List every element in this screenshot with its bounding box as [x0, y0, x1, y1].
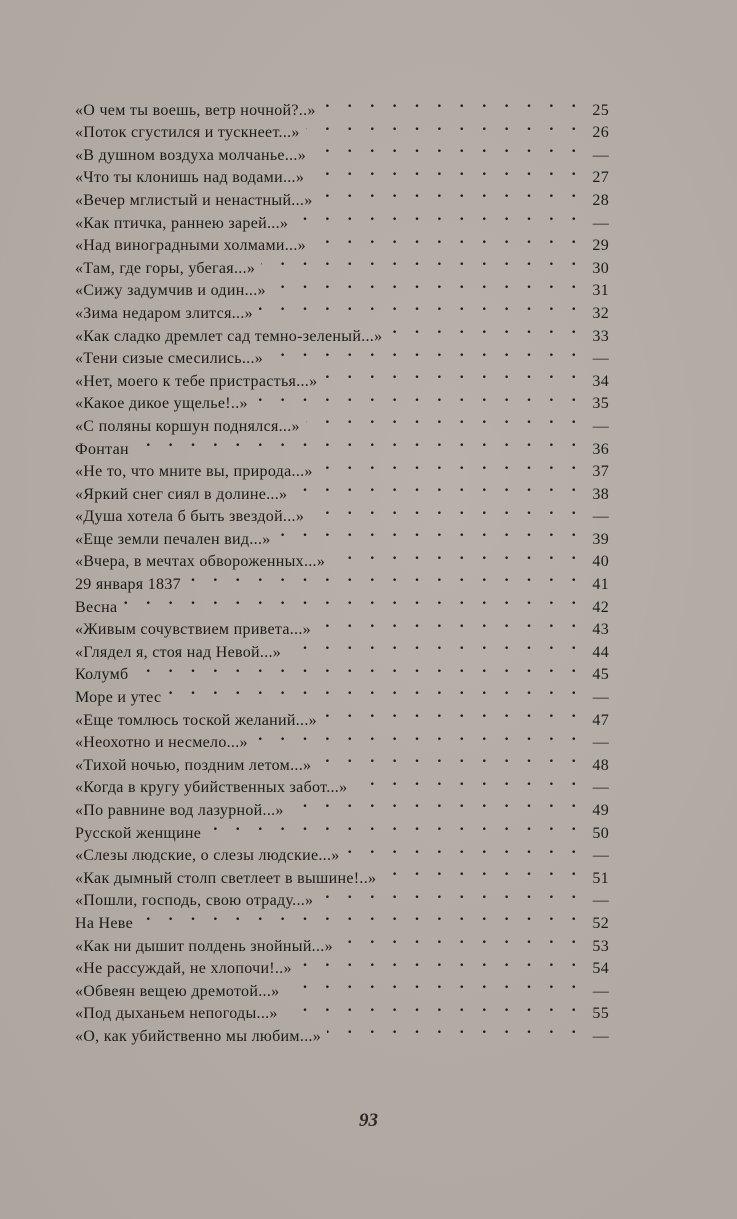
toc-entry-title: «Еще земли печален вид...»: [75, 530, 271, 548]
toc-entry-title: «В душном воздуха молчанье...»: [75, 146, 307, 164]
toc-entry-title: «Яркий снег сиял в долине...»: [75, 485, 288, 503]
dot-leader: [277, 521, 583, 544]
toc-entry-page: —: [592, 214, 609, 232]
toc-entry-title: «Не то, что мните вы, природа...»: [75, 463, 313, 481]
dot-leader: [272, 273, 583, 296]
dot-leader: [312, 228, 583, 251]
dot-leader: [298, 951, 583, 974]
toc-entry-page: —: [592, 779, 609, 797]
toc-entry-title: Весна: [75, 598, 118, 616]
toc-entry-page: —: [592, 1027, 609, 1045]
toc-entry-title: «Тени сизые смесились...»: [75, 350, 264, 368]
dot-leader: [207, 815, 583, 838]
dot-leader: [284, 996, 583, 1019]
toc-entry-title: На Неве: [75, 914, 133, 932]
toc-entry: [75, 612, 609, 639]
dot-leader: [317, 612, 583, 635]
page-number: 93: [359, 1110, 378, 1131]
dot-leader: [139, 905, 583, 928]
toc-entry-page: 41: [592, 576, 609, 594]
dot-leader: [310, 160, 583, 183]
toc-entry-title: «Тихой ночью, поздним летом...»: [75, 756, 312, 774]
toc-entry-page: 36: [592, 440, 609, 458]
toc-entry: [75, 431, 609, 458]
toc-entry-title: «Глядел я, стоя над Невой...»: [75, 643, 282, 661]
toc-entry-page: 37: [592, 463, 609, 481]
toc-entry-title: 29 января 1837: [75, 576, 181, 594]
toc-entry: [75, 589, 609, 616]
dot-leader: [269, 341, 583, 364]
toc-entry-page: 52: [592, 914, 609, 932]
toc-entry-title: «О чем ты воешь, ветр ночной?..»: [75, 101, 316, 119]
dot-leader: [327, 1018, 583, 1041]
toc-entry-page: 34: [592, 372, 609, 390]
toc-entry-title: «Пошли, господь, свою отраду...»: [75, 892, 314, 910]
toc-entry-title: «Неохотно и несмело...»: [75, 734, 248, 752]
toc-entry-page: 55: [592, 1005, 609, 1023]
toc-entry-title: «Там, где горы, убегая...»: [75, 259, 256, 277]
dot-leader: [317, 747, 583, 770]
dot-leader: [135, 431, 583, 454]
toc-entry-page: 48: [592, 756, 609, 774]
dot-leader: [312, 137, 583, 160]
toc-entry-page: 27: [592, 169, 609, 187]
toc-entry-page: 39: [592, 530, 609, 548]
toc-entry-page: 30: [592, 259, 609, 277]
dot-leader: [306, 408, 583, 431]
toc-entry-title: «Какое дикое ущелье!..»: [75, 395, 248, 413]
toc-entry: [75, 905, 609, 932]
toc-entry-title: Русской женщине: [75, 824, 202, 842]
toc-entry-title: «Вчера, в мечтах обвороженных...»: [75, 553, 326, 571]
toc-entry-page: 33: [592, 327, 609, 345]
toc-entry-page: 43: [592, 621, 609, 639]
toc-entry-title: «Обвеян вещею дремотой...»: [75, 982, 280, 1000]
toc-entry-title: «Что ты клонишь над водами...»: [75, 169, 305, 187]
dot-leader: [331, 544, 583, 567]
toc-entry-page: —: [592, 508, 609, 526]
dot-leader: [167, 679, 583, 702]
toc-entry-page: —: [592, 417, 609, 435]
toc-entry: [75, 928, 609, 955]
toc-entry-title: «По равнине вод лазурной...»: [75, 802, 284, 819]
toc-entry: [75, 454, 609, 481]
toc-entry-title: «Как дымный столп светлеет в вышине!..»: [75, 869, 377, 887]
toc-entry-title: «Под дыханьем непогоды...»: [75, 1005, 278, 1023]
toc-entry-title: «Душа хотела б быть звездой...»: [75, 508, 305, 526]
toc-entry-page: 50: [592, 824, 609, 842]
toc-entry-page: 32: [592, 304, 609, 322]
toc-entry-page: —: [592, 734, 609, 752]
toc-entry-title: «Как ни дышит полдень знойный...»: [75, 937, 333, 955]
dot-leader: [254, 725, 583, 748]
toc-entry-page: 42: [592, 598, 609, 616]
dot-leader: [323, 363, 583, 386]
toc-entry-title: «Слезы людские, о слезы людские...»: [75, 847, 340, 865]
dot-leader: [259, 295, 583, 318]
dot-leader: [322, 92, 583, 115]
toc-entry-title: «О, как убийственно мы любим...»: [75, 1027, 322, 1045]
dot-leader: [254, 386, 583, 409]
toc-entry-title: Колумб: [75, 666, 129, 684]
toc-entry-title: «Поток сгустился и тускнеет...»: [75, 124, 300, 142]
toc-entry-page: 40: [592, 553, 609, 571]
dot-leader: [339, 928, 583, 951]
dot-leader: [187, 566, 583, 589]
dot-leader: [285, 973, 583, 996]
dot-leader: [310, 499, 583, 522]
dot-leader: [290, 792, 583, 815]
toc-entry-title: «Зима недаром злится...»: [75, 304, 253, 322]
dot-leader: [261, 250, 583, 273]
dot-leader: [293, 476, 583, 499]
toc-entry-title: Море и утес: [75, 689, 162, 707]
toc-entry-title: «Сижу задумчив и один...»: [75, 282, 266, 300]
table-of-contents-page: [75, 92, 609, 1045]
toc-entry-title: «Когда в кругу убийственных забот...»: [75, 779, 348, 797]
dot-leader: [319, 182, 583, 205]
toc-entry-page: 44: [592, 643, 609, 661]
toc-entry-title: «Нет, моего к тебе пристрастья...»: [75, 372, 318, 390]
toc-entry-title: «Живым сочувствием привета...»: [75, 621, 311, 639]
dot-leader: [323, 702, 583, 725]
dot-leader: [319, 454, 583, 477]
toc-entry-page: —: [592, 689, 609, 707]
toc-entry-title: «Вечер мглистый и ненастный...»: [75, 191, 313, 209]
dot-leader: [287, 634, 583, 657]
dot-leader: [306, 115, 583, 138]
toc-entry-page: —: [592, 892, 609, 910]
dot-leader: [346, 838, 583, 861]
dot-leader: [319, 883, 583, 906]
dot-leader: [388, 318, 583, 341]
toc-entry-title: «Еще томлюсь тоской желаний...»: [75, 711, 317, 729]
toc-entry-page: 53: [592, 937, 609, 955]
toc-entry-page: 49: [592, 802, 609, 819]
toc-entry-page: —: [592, 146, 609, 164]
toc-entry-page: 35: [592, 395, 609, 413]
toc-entry-title: «Не рассуждай, не хлопочи!..»: [75, 960, 292, 978]
toc-entry-title: «Как сладко дремлет сад темно-зеленый...»: [75, 327, 383, 345]
toc-entry-title: «С поляны коршун поднялся...»: [75, 417, 300, 435]
toc-entry-page: 45: [592, 666, 609, 684]
toc-entry: [75, 92, 609, 119]
toc-entry-page: 47: [592, 711, 609, 729]
dot-leader: [123, 589, 583, 612]
toc-entry-page: —: [592, 982, 609, 1000]
toc-entry-page: 26: [592, 124, 609, 142]
toc-entry-page: 31: [592, 282, 609, 300]
dot-leader: [353, 770, 583, 793]
toc-entry-page: 28: [592, 191, 609, 209]
dot-leader: [135, 657, 583, 680]
dot-leader: [294, 205, 583, 228]
toc-entry-page: 51: [592, 869, 609, 887]
toc-entry-page: 25: [592, 101, 609, 119]
dot-leader: [382, 860, 583, 883]
toc-entry-page: 38: [592, 485, 609, 503]
toc-entry-page: —: [592, 350, 609, 368]
toc-entry-title: «Как птичка, раннею зарей...»: [75, 214, 289, 232]
toc-entry-title: «Над виноградными холмами...»: [75, 237, 306, 255]
toc-entry: [75, 657, 609, 684]
toc-list: [75, 92, 609, 1045]
toc-entry-page: —: [592, 847, 609, 865]
toc-entry-page: 54: [592, 960, 609, 978]
toc-entry-page: 29: [592, 237, 609, 255]
toc-entry-title: Фонтан: [75, 440, 129, 458]
toc-entry: [75, 679, 609, 707]
